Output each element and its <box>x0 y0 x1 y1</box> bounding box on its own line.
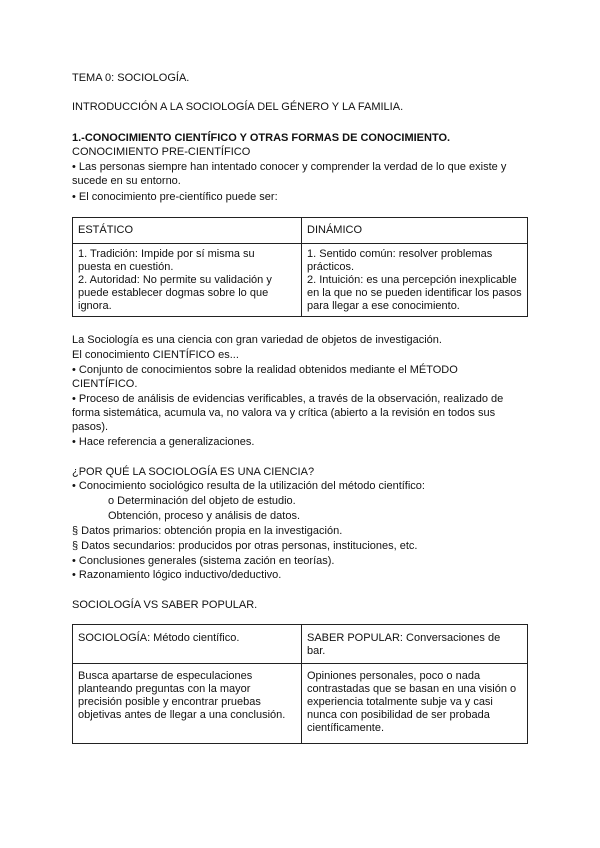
bullet-text: • Proceso de análisis de evidencias verificables, a través de la observación, realizado de <box>72 393 504 405</box>
table-cell <box>73 244 302 317</box>
why-heading: ¿POR QUÉ LA SOCIOLOGÍA ES UNA CIENCIA? <box>72 466 315 478</box>
bullet-text: • Conocimiento sociológico resulta de la utilización del método científico: <box>72 480 425 492</box>
bullet-text: § Datos primarios: obtención propia en la investigación. <box>72 525 343 537</box>
cell-line: prácticos. <box>307 261 355 273</box>
cell-line: 2. Autoridad: No permite su validación y <box>78 274 272 286</box>
table-cell <box>302 664 528 744</box>
knowledge-types-table <box>72 217 528 317</box>
table-header-row <box>73 218 528 244</box>
section-heading: 1.-CONOCIMIENTO CIENTÍFICO Y OTRAS FORMAS DE CONOCIMIENTO. <box>72 132 451 144</box>
section-subheading: CONOCIMIENTO PRE-CIENTÍFICO <box>72 146 251 158</box>
cell-line: 1. Sentido común: resolver problemas <box>307 248 493 260</box>
bullet-text: • Razonamiento lógico inductivo/deductivo. <box>72 569 282 581</box>
bullet-text: forma sistemática, acumula va, no valora va y crítica (abierto a la revisión en todos sus <box>72 407 496 419</box>
cell-line: experiencia totalmente subje va y casi <box>307 696 493 708</box>
bullet-text: pasos). <box>72 421 109 433</box>
paragraph: El conocimiento CIENTÍFICO es... <box>72 349 239 361</box>
cell-line: bar. <box>307 645 326 657</box>
cell-line: objetivas antes de llegar a una conclusión. <box>78 709 286 721</box>
cell-line: planteando preguntas con la mayor <box>78 683 251 695</box>
cell-line: científicamente. <box>307 722 385 734</box>
table-header-cell: ESTÁTICO <box>73 218 302 244</box>
sociology-vs-popular-table <box>72 624 528 744</box>
bullet-text: CIENTÍFICO. <box>72 378 138 390</box>
cell-line: SABER POPULAR: Conversaciones de <box>307 632 501 644</box>
cell-line: 1. Tradición: Impide por sí misma su <box>78 248 255 260</box>
bullet-text: • Conclusiones generales (sistema zación en teorías). <box>72 555 335 567</box>
cell-line: Busca apartarse de especulaciones <box>78 670 253 682</box>
vs-heading: SOCIOLOGÍA VS SABER POPULAR. <box>72 599 258 611</box>
cell-line: puede establecer dogmas sobre lo que <box>78 287 269 299</box>
table-row <box>73 244 528 317</box>
cell-line: ignora. <box>78 300 112 312</box>
bullet-text: • El conocimiento pre-científico puede ser: <box>72 191 278 203</box>
cell-line: precisión posible y encontrar pruebas <box>78 696 261 708</box>
bullet-text: • Hace referencia a generalizaciones. <box>72 436 255 448</box>
bullet-text: • Las personas siempre han intentado conocer y comprender la verdad de lo que existe y <box>72 161 507 173</box>
cell-line: contrastadas que se basan en una visión o <box>307 683 517 695</box>
paragraph: La Sociología es una ciencia con gran variedad de objetos de investigación. <box>72 334 442 346</box>
table-header-cell: SOCIOLOGÍA: Método científico. <box>73 625 302 664</box>
sub-bullet-text: Obtención, proceso y análisis de datos. <box>108 510 301 522</box>
table-header-cell <box>302 625 528 664</box>
doc-title: TEMA 0: SOCIOLOGÍA. <box>72 72 190 84</box>
cell-line: en la que no se pueden identificar los pasos <box>307 287 522 299</box>
cell-line: para llegar a ese conocimiento. <box>307 300 460 312</box>
bullet-text: § Datos secundarios: producidos por otras personas, instituciones, etc. <box>72 540 418 552</box>
cell-line: puesta en cuestión. <box>78 261 174 273</box>
table-row <box>73 664 528 744</box>
cell-line: 2. Intuición: es una percepción inexplicable <box>307 274 517 286</box>
table-cell <box>302 244 528 317</box>
cell-line: Opiniones personales, poco o nada <box>307 670 481 682</box>
sub-bullet-text: o Determinación del objeto de estudio. <box>108 495 296 507</box>
bullet-text: sucede en su entorno. <box>72 175 181 187</box>
table-cell <box>73 664 302 744</box>
intro-heading: INTRODUCCIÓN A LA SOCIOLOGÍA DEL GÉNERO Y LA FAMILIA. <box>72 101 404 113</box>
bullet-text: • Conjunto de conocimientos sobre la realidad obtenidos mediante el MÉTODO <box>72 364 458 376</box>
table-header-row <box>73 625 528 664</box>
cell-line: nunca con posibilidad de ser probada <box>307 709 490 721</box>
table-header-cell: DINÁMICO <box>302 218 528 244</box>
